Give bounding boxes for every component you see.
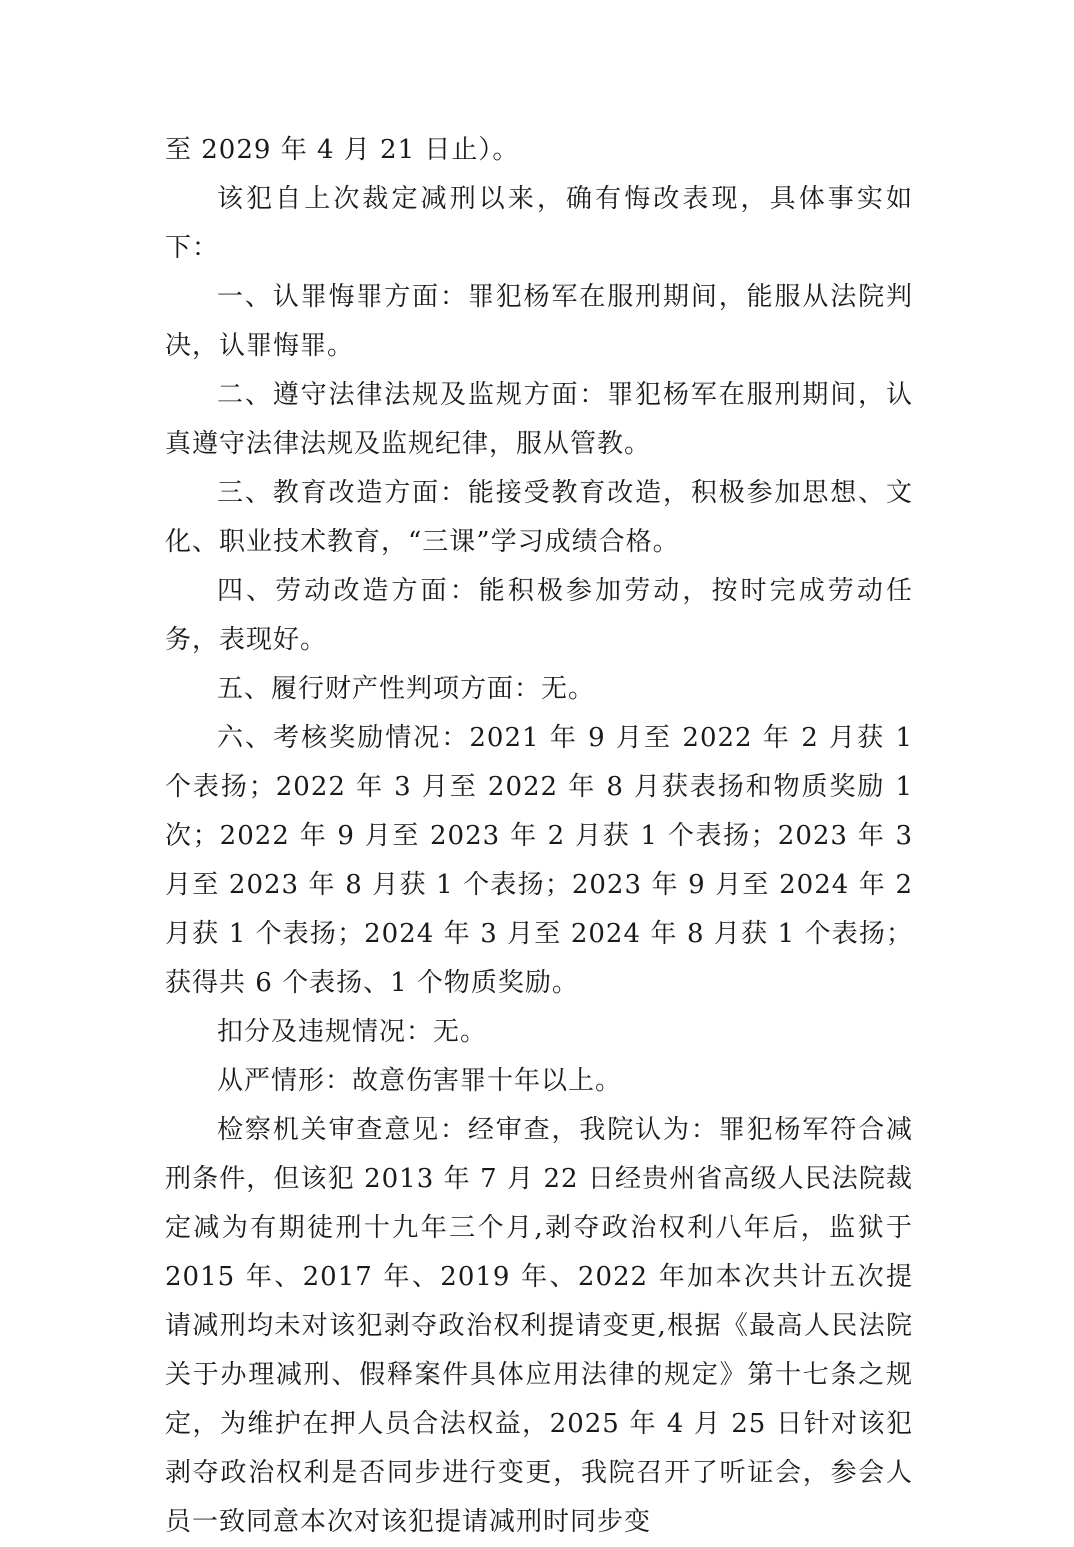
paragraph-6: 五、履行财产性判项方面：无。 <box>217 674 596 704</box>
paragraph-2: 一、认罪悔罪方面：罪犯杨军在服刑期间，能服从法院判决，认罪悔罪。 <box>165 282 913 361</box>
paragraph-10: 检察机关审查意见：经审查，我院认为：罪犯杨军符合减刑条件，但该犯 2013 年 7 月 22 日经贵州省高级人民法院裁定减为有期徒刑十九年三个月,剥夺政治权利八年后，监狱于 2015 年、2017 年、2019 年、2022 年加本次共计五次提请减刑均未对该犯剥夺政治权利提请变更,根据《最高人民法院关于办理减刑、假释案件具体应用法律的规定》第十七条之规定，为维护在押人员合法权益，2025 年 4 月 25 日针对该犯剥夺政治权利是否同步进行变更，我院召开了听证会，参会人员一致同意本次对该犯提请减刑时同步变 <box>165 1115 913 1537</box>
paragraph-1: 该犯自上次裁定减刑以来，确有悔改表现，具体事实如下： <box>165 184 913 263</box>
paragraph-9: 从严情形：故意伤害罪十年以上。 <box>217 1066 623 1096</box>
paragraph-4: 三、教育改造方面：能接受教育改造，积极参加思想、文化、职业技术教育，“三课”学习成绩合格。 <box>165 478 913 557</box>
paragraph-3: 二、遵守法律法规及监规方面：罪犯杨军在服刑期间，认真遵守法律法规及监规纪律，服从管教。 <box>165 380 913 459</box>
paragraph-0: 至 2029 年 4 月 21 日止）。 <box>165 135 520 165</box>
document-body <box>165 126 913 1547</box>
paragraph-7: 六、考核奖励情况：2021 年 9 月至 2022 年 2 月获 1 个表扬；2022 年 3 月至 2022 年 8 月获表扬和物质奖励 1 次；2022 年 9 月至 2023 年 2 月获 1 个表扬；2023 年 3 月至 2023 年 8 月获 1 个表扬；2023 年 9 月至 2024 年 2 月获 1 个表扬；2024 年 3 月至 2024 年 8 月获 1 个表扬；获得共 6 个表扬、1 个物质奖励。 <box>165 723 913 998</box>
paragraph-8: 扣分及违规情况：无。 <box>217 1017 488 1047</box>
paragraph-5: 四、劳动改造方面：能积极参加劳动，按时完成劳动任务，表现好。 <box>165 576 913 655</box>
